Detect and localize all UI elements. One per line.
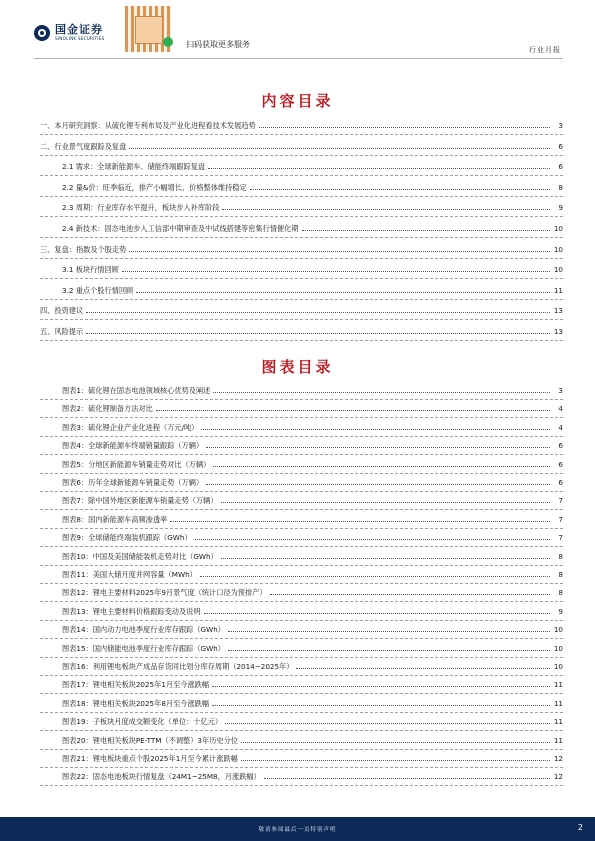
row-separator bbox=[40, 601, 563, 602]
row-separator bbox=[40, 134, 563, 135]
contents-item-page: 11 bbox=[553, 285, 563, 295]
contents-title: 内容目录 bbox=[261, 92, 334, 110]
dot-leader bbox=[225, 717, 550, 724]
dot-leader bbox=[241, 736, 550, 743]
figure-item-page: 10 bbox=[553, 625, 563, 635]
figure-item-row[interactable] bbox=[62, 736, 563, 747]
dot-leader bbox=[200, 570, 550, 577]
figure-item-row[interactable] bbox=[62, 772, 563, 783]
figure-item-page: 9 bbox=[558, 606, 563, 616]
page-number: 2 bbox=[577, 823, 583, 832]
figure-item-label: 图表2：硫化锂制备方法对比 bbox=[62, 404, 153, 414]
contents-item-row[interactable] bbox=[62, 286, 563, 297]
figure-item-label: 图表6：历年全球新能源车销量走势（万辆） bbox=[62, 478, 204, 487]
dot-leader bbox=[156, 404, 550, 411]
row-separator bbox=[40, 319, 563, 320]
figure-item-label: 图表21：锂电板块重点个股2025年1月至今累计涨跌幅 bbox=[62, 754, 238, 763]
figure-item-page: 6 bbox=[558, 441, 563, 451]
contents-item-label: 2.4 新技术：固态电池步入工信部中期审查及中试线搭建等密集行情催化期 bbox=[62, 224, 299, 233]
dot-leader bbox=[259, 121, 550, 128]
contents-item-page: 6 bbox=[558, 162, 563, 172]
page-footer bbox=[0, 817, 595, 841]
contents-item-label: 2.3 周期：行业库存水平提升，板块步入补库阶段 bbox=[62, 203, 220, 213]
figure-item-page: 6 bbox=[558, 478, 563, 487]
row-separator bbox=[40, 278, 563, 279]
company-logo bbox=[34, 24, 104, 41]
contents-item-page: 9 bbox=[558, 203, 563, 213]
row-separator bbox=[40, 155, 563, 156]
row-separator bbox=[40, 620, 563, 621]
contents-item-page: 3 bbox=[558, 121, 563, 130]
dot-leader bbox=[208, 162, 550, 169]
figure-item-page: 10 bbox=[553, 662, 563, 671]
dot-leader bbox=[250, 183, 550, 190]
dot-leader bbox=[201, 423, 550, 430]
figure-item-page: 8 bbox=[558, 570, 563, 579]
row-separator bbox=[40, 399, 563, 400]
figure-item-page: 12 bbox=[553, 754, 563, 763]
footer-disclaimer: 敬请参阅最后一页特别声明 bbox=[258, 827, 337, 833]
contents-item-label: 三、复盘：指数及个股走势 bbox=[40, 244, 127, 254]
dot-leader bbox=[212, 699, 550, 706]
logo-icon bbox=[34, 25, 50, 41]
figure-item-label: 图表3：硫化锂企业产业化进程（万元/吨） bbox=[62, 422, 199, 432]
figure-item-page: 4 bbox=[558, 422, 563, 432]
row-separator bbox=[40, 473, 563, 474]
figure-item-row[interactable] bbox=[62, 441, 563, 452]
wechat-icon bbox=[163, 37, 173, 47]
figure-item-label: 图表9：全球储能终端装机跟踪（GWh） bbox=[62, 533, 192, 543]
contents-item-row[interactable] bbox=[62, 203, 563, 214]
figure-item-row[interactable] bbox=[62, 404, 563, 415]
figure-item-row[interactable] bbox=[62, 699, 563, 710]
figure-item-page: 7 bbox=[558, 496, 563, 506]
dot-leader bbox=[264, 772, 550, 779]
logo-en-text: SINOLINK SECURITIES bbox=[55, 36, 105, 41]
row-separator bbox=[40, 657, 563, 658]
figure-item-label: 图表4：全球新能源车终端销量跟踪（万辆） bbox=[62, 441, 204, 451]
row-separator bbox=[40, 528, 563, 529]
page-header bbox=[0, 0, 595, 62]
figure-item-label: 图表14：国内动力电池季度行业库存跟踪（GWh） bbox=[62, 625, 225, 635]
dot-leader bbox=[206, 441, 550, 448]
figure-item-row[interactable] bbox=[62, 717, 563, 728]
dot-leader bbox=[122, 265, 550, 272]
figure-item-label: 图表8：国内新能源车高频渗透率 bbox=[62, 514, 168, 524]
contents-item-label: 3.1 板块行情回顾 bbox=[62, 265, 119, 275]
contents-item-page: 8 bbox=[558, 182, 563, 192]
figure-item-label: 图表17：锂电相关板块2025年1月至今涨跌幅 bbox=[62, 680, 210, 690]
row-separator bbox=[40, 417, 563, 418]
dot-leader bbox=[204, 607, 550, 614]
figure-item-label: 图表13：锂电主要材料价格跟踪变动及说明 bbox=[62, 606, 201, 616]
figure-item-page: 11 bbox=[553, 717, 563, 727]
report-type-label: 行业月报 bbox=[529, 46, 561, 54]
contents-item-page: 13 bbox=[553, 327, 563, 336]
figure-item-page: 7 bbox=[558, 533, 563, 543]
contents-item-row[interactable] bbox=[62, 265, 563, 276]
figure-item-label: 图表20：锂电相关板块PE-TTM（不调整）3年历史分位 bbox=[62, 735, 238, 745]
figure-item-page: 6 bbox=[558, 459, 563, 469]
figure-item-row[interactable] bbox=[62, 496, 563, 507]
dot-leader bbox=[129, 142, 550, 149]
figure-item-label: 图表11：美国大储月度并网容量（MWh） bbox=[62, 570, 197, 579]
logo-cn-text: 国金证券 bbox=[55, 23, 103, 36]
header-divider bbox=[34, 58, 563, 59]
dot-leader bbox=[136, 286, 550, 293]
dot-leader bbox=[86, 306, 550, 313]
contents-item-label: 2.2 量&价：旺季临近，排产小幅增长、价格整体维持稳定 bbox=[62, 182, 247, 192]
figure-item-page: 10 bbox=[553, 643, 563, 653]
scan-prompt: 扫码获取更多服务 bbox=[186, 40, 250, 49]
figure-item-label: 图表5：分地区新能源车销量走势对比（万辆） bbox=[62, 459, 211, 469]
figure-item-row[interactable] bbox=[62, 588, 563, 599]
figure-item-page: 8 bbox=[558, 588, 563, 598]
contents-item-page: 13 bbox=[553, 306, 563, 316]
contents-item-page: 10 bbox=[553, 244, 563, 254]
contents-item-label: 一、本月研究洞察：从硫化锂专利布局及产业化进程看技术发展趋势 bbox=[40, 121, 256, 130]
figure-item-row[interactable] bbox=[62, 460, 563, 471]
dot-leader bbox=[170, 515, 550, 522]
figure-item-row[interactable] bbox=[62, 754, 563, 765]
row-separator bbox=[40, 565, 563, 566]
row-separator bbox=[40, 299, 563, 300]
dot-leader bbox=[228, 644, 550, 651]
dot-leader bbox=[221, 496, 550, 503]
figure-item-label: 图表10：中国及美国储能装机走势对比（GWh） bbox=[62, 551, 218, 561]
row-separator bbox=[40, 454, 563, 455]
contents-item-page: 10 bbox=[553, 265, 563, 275]
figure-item-page: 12 bbox=[553, 772, 563, 782]
contents-item-label: 2.1 需求：全球新能源车、储能终端跟踪复盘 bbox=[62, 162, 206, 172]
contents-item-row[interactable] bbox=[40, 142, 563, 153]
contents-item-label: 二、行业景气度跟踪及复盘 bbox=[40, 141, 127, 151]
row-separator bbox=[40, 785, 563, 786]
figure-item-page: 7 bbox=[558, 514, 563, 524]
row-separator bbox=[40, 436, 563, 437]
dot-leader bbox=[302, 224, 550, 231]
dot-leader bbox=[212, 680, 550, 687]
contents-item-row[interactable] bbox=[40, 306, 563, 317]
dot-leader bbox=[296, 662, 550, 669]
dot-leader bbox=[195, 533, 550, 540]
dot-leader bbox=[270, 588, 550, 595]
row-separator bbox=[40, 767, 563, 768]
contents-item-label: 四、投资建议 bbox=[40, 306, 84, 316]
figure-item-row[interactable] bbox=[62, 644, 563, 655]
figure-item-label: 图表22：固态电池板块行情复盘（24M1~25M8，月涨跌幅） bbox=[62, 772, 261, 782]
contents-item-page: 6 bbox=[558, 141, 563, 151]
contents-item-row[interactable] bbox=[62, 162, 563, 173]
figure-item-row[interactable] bbox=[62, 570, 563, 581]
figure-item-label: 图表19：子板块月度成交额变化（单位：十亿元） bbox=[62, 717, 223, 727]
figure-item-label: 图表12：锂电主要材料2025年9月景气度（统计口径为预排产） bbox=[62, 588, 267, 598]
figure-item-row[interactable] bbox=[62, 386, 563, 397]
figure-item-row[interactable] bbox=[62, 552, 563, 563]
row-separator bbox=[40, 638, 563, 639]
figure-item-row[interactable] bbox=[62, 423, 563, 434]
figure-item-row[interactable] bbox=[62, 625, 563, 636]
figure-item-page: 4 bbox=[558, 404, 563, 414]
figure-item-label: 图表1：硫化锂在固态电池领域核心优势及阐述 bbox=[62, 386, 211, 395]
row-separator bbox=[40, 196, 563, 197]
contents-item-row[interactable] bbox=[62, 224, 563, 235]
contents-item-label: 五、风险提示 bbox=[40, 327, 84, 336]
row-separator bbox=[40, 730, 563, 731]
contents-item-row[interactable] bbox=[40, 327, 563, 338]
row-separator bbox=[40, 693, 563, 694]
row-separator bbox=[40, 216, 563, 217]
contents-item-page: 10 bbox=[553, 224, 563, 233]
figure-item-row[interactable] bbox=[62, 607, 563, 618]
contents-item-row[interactable] bbox=[62, 183, 563, 194]
dot-leader bbox=[86, 327, 550, 334]
dot-leader bbox=[228, 625, 550, 632]
row-separator bbox=[40, 712, 563, 713]
figure-item-row[interactable] bbox=[62, 662, 563, 673]
figure-item-label: 图表15：国内储能电池季度行业库存跟踪（GWh） bbox=[62, 643, 225, 653]
row-separator bbox=[40, 509, 563, 510]
dot-leader bbox=[213, 386, 550, 393]
figure-item-label: 图表7：除中国外地区新能源车销量走势（万辆） bbox=[62, 496, 218, 506]
dot-leader bbox=[129, 245, 550, 252]
dot-leader bbox=[213, 460, 550, 467]
figure-item-row[interactable] bbox=[62, 533, 563, 544]
figure-item-page: 11 bbox=[553, 735, 563, 745]
figure-item-label: 图表16：利用锂电板块产成品存货同比划分库存周期（2014~2025年） bbox=[62, 662, 294, 671]
dot-leader bbox=[241, 754, 550, 761]
row-separator bbox=[40, 237, 563, 238]
figure-item-page: 3 bbox=[558, 386, 563, 395]
contents-item-row[interactable] bbox=[40, 245, 563, 256]
row-separator bbox=[40, 491, 563, 492]
row-separator bbox=[40, 175, 563, 176]
figure-item-page: 8 bbox=[558, 551, 563, 561]
dot-leader bbox=[222, 203, 550, 210]
figure-item-label: 图表18：锂电相关板块2025年8月至今涨跌幅 bbox=[62, 698, 210, 708]
row-separator bbox=[40, 749, 563, 750]
row-separator bbox=[40, 675, 563, 676]
figure-item-page: 11 bbox=[553, 698, 563, 708]
dot-leader bbox=[221, 552, 550, 559]
figure-item-row[interactable] bbox=[62, 515, 563, 526]
row-separator bbox=[40, 583, 563, 584]
row-separator bbox=[40, 340, 563, 341]
contents-item-row[interactable] bbox=[40, 121, 563, 132]
row-separator bbox=[40, 258, 563, 259]
figure-item-page: 11 bbox=[553, 680, 563, 690]
contents-item-label: 3.2 重点个股行情回顾 bbox=[62, 285, 134, 295]
figure-item-row[interactable] bbox=[62, 478, 563, 489]
dot-leader bbox=[206, 478, 550, 485]
figures-title: 图表目录 bbox=[261, 358, 334, 376]
row-separator bbox=[40, 546, 563, 547]
figure-item-row[interactable] bbox=[62, 680, 563, 691]
